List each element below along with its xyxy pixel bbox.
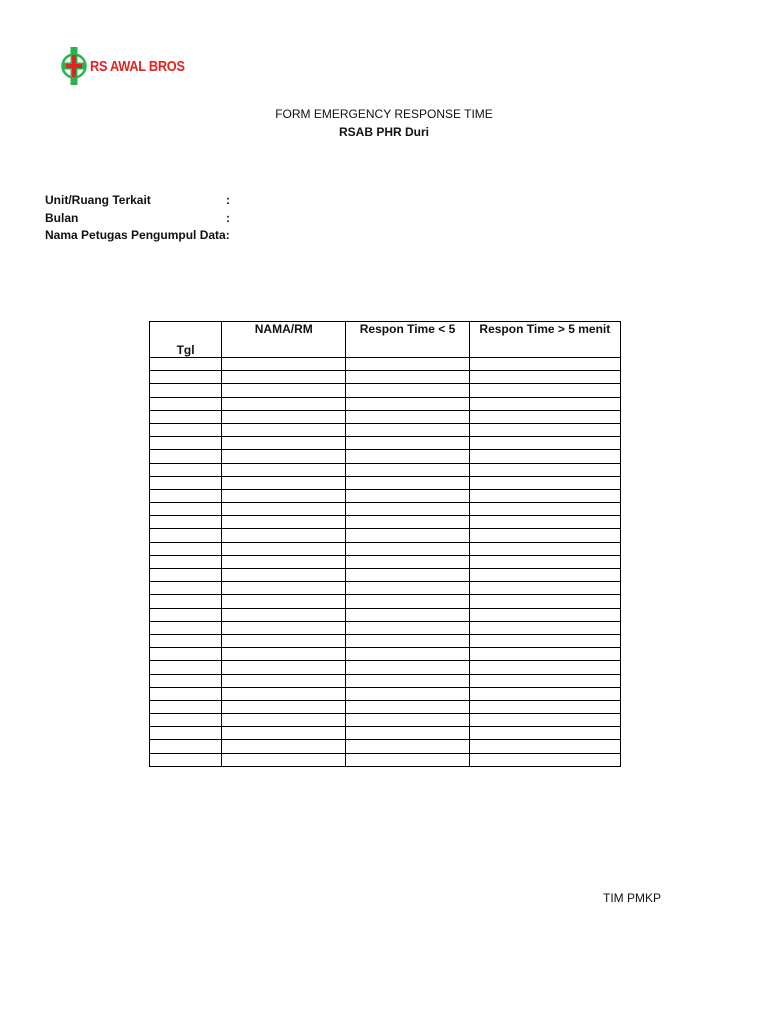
table-cell[interactable]: [222, 555, 346, 568]
field-unit: [45, 193, 230, 211]
table-cell[interactable]: [222, 595, 346, 608]
table-cell[interactable]: [222, 753, 346, 766]
table-cell[interactable]: [469, 542, 620, 555]
table-cell[interactable]: [346, 621, 469, 634]
table-cell[interactable]: [469, 476, 620, 489]
table-cell[interactable]: [150, 661, 222, 674]
table-row: [150, 489, 621, 502]
table-row: [150, 740, 621, 753]
table-header-row: [150, 322, 621, 358]
table-row: [150, 648, 621, 661]
table-cell[interactable]: [346, 700, 469, 713]
table-cell[interactable]: [222, 529, 346, 542]
table-cell[interactable]: [150, 423, 222, 436]
table-cell[interactable]: [222, 450, 346, 463]
table-cell[interactable]: [346, 569, 469, 582]
table-cell[interactable]: [346, 516, 469, 529]
table-cell[interactable]: [346, 595, 469, 608]
table-cell[interactable]: [222, 423, 346, 436]
table-cell[interactable]: [469, 437, 620, 450]
table-cell[interactable]: [469, 569, 620, 582]
table-row: [150, 437, 621, 450]
table-cell[interactable]: [222, 516, 346, 529]
table-row: [150, 661, 621, 674]
table-cell[interactable]: [150, 397, 222, 410]
field-unit-colon: :: [226, 193, 230, 207]
table-cell[interactable]: [222, 358, 346, 371]
table-row: [150, 423, 621, 436]
table-cell[interactable]: [222, 621, 346, 634]
table-cell[interactable]: [222, 674, 346, 687]
table-row: [150, 569, 621, 582]
table-cell[interactable]: [150, 437, 222, 450]
table-cell[interactable]: [222, 714, 346, 727]
table-cell[interactable]: [222, 661, 346, 674]
table-cell[interactable]: [469, 582, 620, 595]
table-cell[interactable]: [469, 358, 620, 371]
table-cell[interactable]: [469, 608, 620, 621]
table-cell[interactable]: [346, 489, 469, 502]
signature-label: TIM PMKP: [603, 891, 662, 905]
table-cell[interactable]: [150, 371, 222, 384]
table-row: [150, 397, 621, 410]
table-cell[interactable]: [469, 634, 620, 647]
table-cell[interactable]: [150, 489, 222, 502]
table-cell[interactable]: [469, 700, 620, 713]
table-row: [150, 687, 621, 700]
table-cell[interactable]: [469, 753, 620, 766]
table-cell[interactable]: [222, 569, 346, 582]
table-cell[interactable]: [222, 700, 346, 713]
table-body: [150, 358, 621, 767]
table-cell[interactable]: [150, 450, 222, 463]
table-cell[interactable]: [469, 714, 620, 727]
table-cell[interactable]: [150, 463, 222, 476]
field-bulan: [45, 211, 230, 229]
table-cell[interactable]: [150, 608, 222, 621]
table-row: [150, 582, 621, 595]
response-time-table: [149, 321, 621, 767]
table-cell[interactable]: [222, 503, 346, 516]
table-cell[interactable]: [150, 740, 222, 753]
table-cell[interactable]: [346, 437, 469, 450]
table-cell[interactable]: [150, 727, 222, 740]
table-cell[interactable]: [469, 397, 620, 410]
table-cell[interactable]: [346, 450, 469, 463]
table-cell[interactable]: [469, 595, 620, 608]
table-cell[interactable]: [222, 542, 346, 555]
table-row: [150, 714, 621, 727]
table-cell[interactable]: [150, 634, 222, 647]
table-cell[interactable]: [150, 542, 222, 555]
table-cell[interactable]: [469, 687, 620, 700]
table-row: [150, 358, 621, 371]
table-row: [150, 608, 621, 621]
table-cell[interactable]: [469, 555, 620, 568]
table-cell[interactable]: [222, 463, 346, 476]
table-row: [150, 529, 621, 542]
table-cell[interactable]: [222, 437, 346, 450]
table-cell[interactable]: [469, 450, 620, 463]
field-bulan-label: Bulan: [45, 210, 79, 225]
field-bulan-colon: :: [226, 210, 230, 225]
table-cell[interactable]: [150, 410, 222, 423]
table-cell[interactable]: [346, 384, 469, 397]
table-cell[interactable]: [150, 476, 222, 489]
table-cell[interactable]: [469, 463, 620, 476]
table-cell[interactable]: [346, 358, 469, 371]
field-unit-label: Unit/Ruang Terkait: [45, 193, 151, 207]
table-cell[interactable]: [469, 621, 620, 634]
table-cell[interactable]: [222, 608, 346, 621]
table-cell[interactable]: [222, 371, 346, 384]
table-cell[interactable]: [150, 569, 222, 582]
table-cell[interactable]: [346, 714, 469, 727]
table-cell[interactable]: [469, 384, 620, 397]
table-cell[interactable]: [150, 595, 222, 608]
table-row: [150, 555, 621, 568]
column-header-respon-over-5: Respon Time > 5 menit: [469, 322, 620, 358]
table-cell[interactable]: [469, 648, 620, 661]
table-cell[interactable]: [222, 582, 346, 595]
table-cell[interactable]: [150, 582, 222, 595]
table-cell[interactable]: [346, 423, 469, 436]
table-cell[interactable]: [346, 753, 469, 766]
table-cell[interactable]: [222, 489, 346, 502]
table-cell[interactable]: [469, 674, 620, 687]
table-cell[interactable]: [346, 542, 469, 555]
table-cell[interactable]: [469, 661, 620, 674]
table-cell[interactable]: [150, 648, 222, 661]
table-cell[interactable]: [346, 476, 469, 489]
field-petugas-label: Nama Petugas Pengumpul Data:: [45, 228, 230, 242]
column-header-respon-under-5: Respon Time < 5: [346, 322, 469, 358]
table-cell[interactable]: [222, 476, 346, 489]
table-row: [150, 621, 621, 634]
form-fields: [45, 193, 230, 246]
table-row: [150, 384, 621, 397]
table-cell[interactable]: [469, 410, 620, 423]
table-cell[interactable]: [346, 555, 469, 568]
table-cell[interactable]: [346, 727, 469, 740]
table-cell[interactable]: [150, 503, 222, 516]
table-cell[interactable]: [346, 740, 469, 753]
table-cell[interactable]: [150, 384, 222, 397]
table-cell[interactable]: [346, 648, 469, 661]
table-cell[interactable]: [150, 529, 222, 542]
table-cell[interactable]: [222, 397, 346, 410]
table-cell[interactable]: [346, 463, 469, 476]
logo-text: RS AWAL BROS: [90, 57, 185, 75]
table-cell[interactable]: [222, 648, 346, 661]
table-row: [150, 371, 621, 384]
table-cell[interactable]: [150, 700, 222, 713]
table-cell[interactable]: [150, 516, 222, 529]
column-header-tgl: Tgl: [150, 322, 222, 358]
table-cell[interactable]: [346, 397, 469, 410]
table-row: [150, 753, 621, 766]
table-cell[interactable]: [346, 410, 469, 423]
table-cell[interactable]: [222, 740, 346, 753]
table-cell[interactable]: [346, 529, 469, 542]
table-cell[interactable]: [346, 582, 469, 595]
table-cell[interactable]: [346, 661, 469, 674]
column-header-nama-rm: NAMA/RM: [222, 322, 346, 358]
table-row: [150, 727, 621, 740]
table-cell[interactable]: [469, 371, 620, 384]
form-title: FORM EMERGENCY RESPONSE TIME: [275, 107, 493, 121]
form-subtitle: RSAB PHR Duri: [338, 125, 429, 139]
table-cell[interactable]: [150, 687, 222, 700]
table-cell[interactable]: [469, 503, 620, 516]
table-cell[interactable]: [150, 714, 222, 727]
table-cell[interactable]: [150, 358, 222, 371]
table-cell[interactable]: [469, 740, 620, 753]
table-row: [150, 410, 621, 423]
table-cell[interactable]: [346, 503, 469, 516]
table-row: [150, 542, 621, 555]
table-cell[interactable]: [346, 371, 469, 384]
table-cell[interactable]: [469, 489, 620, 502]
table-cell[interactable]: [346, 687, 469, 700]
field-petugas: [45, 228, 230, 246]
table-cell[interactable]: [222, 384, 346, 397]
table-row: [150, 634, 621, 647]
table-row: [150, 476, 621, 489]
table-row: [150, 700, 621, 713]
table-cell[interactable]: [346, 608, 469, 621]
table-row: [150, 450, 621, 463]
hospital-logo: [60, 44, 201, 88]
table-cell[interactable]: [469, 516, 620, 529]
table-cell[interactable]: [346, 634, 469, 647]
table-cell[interactable]: [150, 753, 222, 766]
table-cell[interactable]: [469, 727, 620, 740]
table-cell[interactable]: [222, 727, 346, 740]
table-row: [150, 595, 621, 608]
table-row: [150, 463, 621, 476]
table-cell[interactable]: [469, 529, 620, 542]
table-cell[interactable]: [222, 687, 346, 700]
table-cell[interactable]: [150, 555, 222, 568]
table-row: [150, 674, 621, 687]
table-row: [150, 503, 621, 516]
medical-cross-icon: [60, 44, 88, 88]
table-row: [150, 516, 621, 529]
table-cell[interactable]: [469, 423, 620, 436]
table-cell[interactable]: [150, 621, 222, 634]
table-cell[interactable]: [346, 674, 469, 687]
table-cell[interactable]: [222, 634, 346, 647]
table-cell[interactable]: [150, 674, 222, 687]
table-cell[interactable]: [222, 410, 346, 423]
